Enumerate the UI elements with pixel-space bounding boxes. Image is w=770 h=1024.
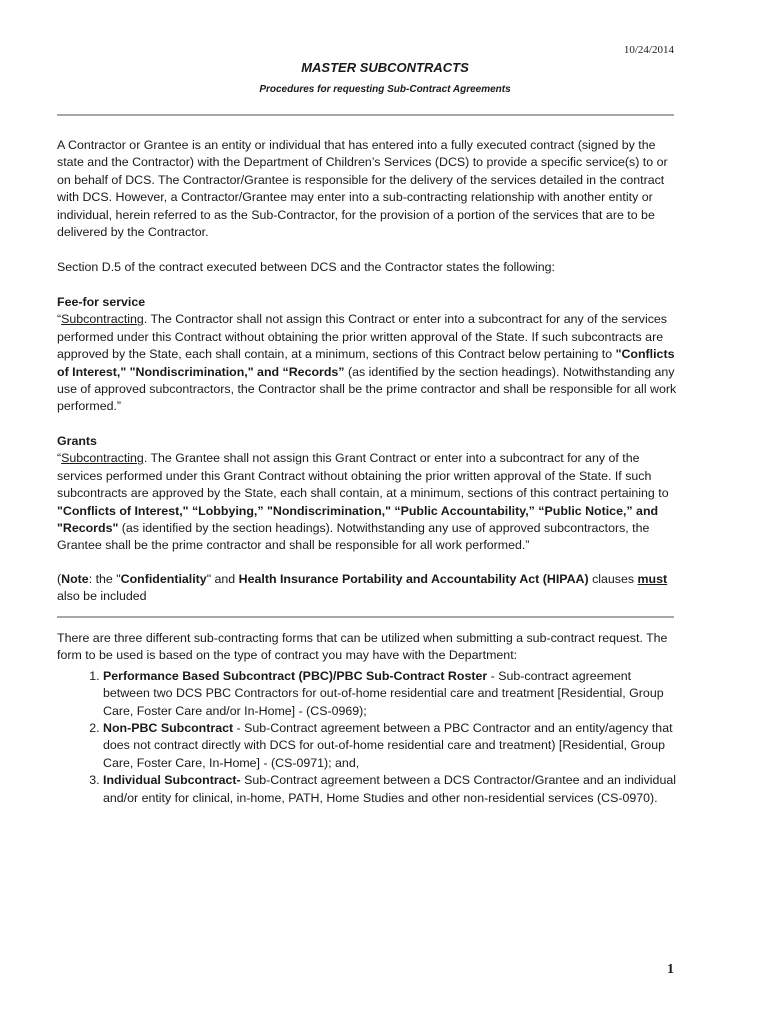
clause-text: . The Grantee shall not assign this Grant Contract or enter into a subcontract for any of the services performed under this Grant Contract without obtaining the prior written approval of the State. If such subcontracts are approved by the State, each shall contain, at a minimum, sections of this contract pertaining to <box>57 451 669 501</box>
form-title: Non-PBC Subcontract <box>103 721 234 736</box>
note-text: " and <box>206 572 239 586</box>
note-paragraph <box>57 571 677 606</box>
required-sections: "Conflicts of Interest," “Lobbying,” "Nondiscrimination," “Public Accountability,” “Public Notice,” and "Records" <box>57 503 659 536</box>
clause-text-end: (as identified by the section headings). Notwithstanding any use of approved subcontractors, the Grantee shall be the prime contractor and shall be responsible for all work performed.” <box>57 521 650 553</box>
page-number: 1 <box>667 962 674 977</box>
section-fee-for-service <box>57 294 677 416</box>
subcontracting-term: Subcontracting <box>61 451 144 466</box>
required-sections: "Conflicts of Interest," "Nondiscrimination," and “Records” <box>57 347 675 379</box>
form-description: - Sub-contract agreement between two DCS PBC Contractors for out-of-home residential care and treatment [Residential, Group Care, Foster Care and/or In-Home] - (CS-0969); <box>103 668 664 718</box>
document-subtitle: Procedures for requesting Sub-Contract Agreements <box>259 84 511 95</box>
note-hipaa: Health Insurance Portability and Accountability Act (HIPAA) <box>238 572 589 586</box>
section-grants <box>57 433 677 555</box>
note-text: : the " <box>88 572 121 586</box>
form-title: Individual Subcontract- <box>103 773 241 788</box>
form-description: - Sub-Contract agreement between a PBC Contractor and an entity/agency that does not contract directly with DCS for out-of-home residential care and treatment) [Residential, Group Care, Foster Care, In-Home] - (CS-0971); and, <box>103 721 673 770</box>
note-text: clauses <box>588 572 638 586</box>
section-forms <box>57 630 677 807</box>
list-item <box>103 720 677 772</box>
form-description: Sub-Contract agreement between a DCS Contractor/Grantee and an individual and/or entity for clinical, in-home, PATH, Home Studies and other non-residential services (CS-0970). <box>103 773 676 805</box>
list-item <box>103 668 677 720</box>
note-confidentiality: Confidentiality <box>120 572 207 586</box>
note-must: must <box>637 572 668 586</box>
clause-text: . The Contractor shall not assign this Contract or enter into a subcontract for any of the services performed under this Contract without obtaining the prior written approval of the State. If such subcontracts are approved by the State, each shall contain, at a minimum, sections of this Contract below pertaining to <box>57 312 668 362</box>
document-date: 10/24/2014 <box>623 44 674 56</box>
open-quote: “ <box>57 451 62 466</box>
note-open-paren: ( <box>57 572 62 586</box>
section-statement-text: Section D.5 of the contract executed between DCS and the Contractor states the following: <box>57 260 555 274</box>
middle-divider <box>57 616 674 618</box>
clause-text-end: (as identified by the section headings). Notwithstanding any use of approved subcontractors, the Contractor shall be the prime contractor and shall be responsible for all work performed.” <box>57 364 677 414</box>
open-quote: “ <box>57 312 62 327</box>
top-divider <box>57 114 674 116</box>
form-title: Performance Based Subcontract (PBC)/PBC Sub-Contract Roster <box>103 668 488 683</box>
note-text-end: also be included <box>57 589 147 604</box>
section-statement <box>57 259 677 276</box>
forms-list <box>57 668 677 807</box>
subcontracting-term: Subcontracting <box>61 312 144 327</box>
document-title: MASTER SUBCONTRACTS <box>301 60 469 75</box>
note-label: Note <box>61 572 89 586</box>
forms-intro: There are three different sub-contracting forms that can be utilized when submitting a sub-contract request. The form to be used is based on the type of contract you may have with the Department: <box>57 631 668 663</box>
grants-heading: Grants <box>57 434 97 448</box>
list-item <box>103 772 677 807</box>
fee-for-service-heading: Fee-for service <box>57 295 146 309</box>
section-intro <box>57 137 677 241</box>
section-note <box>57 571 677 606</box>
intro-paragraph: A Contractor or Grantee is an entity or individual that has entered into a fully executed contract (signed by the state and the Contractor) with the Department of Children’s Services (DCS) to provide a specific service(s) to or on behalf of DCS. The Contractor/Grantee is responsible for the delivery of the services detailed in the contract with DCS. However, a Contractor/Grantee may enter into a sub-contracting relationship with another entity or individual, herein referred to as the Sub-Contractor, for the provision of a portion of the services that are to be delivered by the Contractor. <box>57 138 668 240</box>
fee-for-service-clause <box>57 311 677 415</box>
grants-clause <box>57 450 677 554</box>
